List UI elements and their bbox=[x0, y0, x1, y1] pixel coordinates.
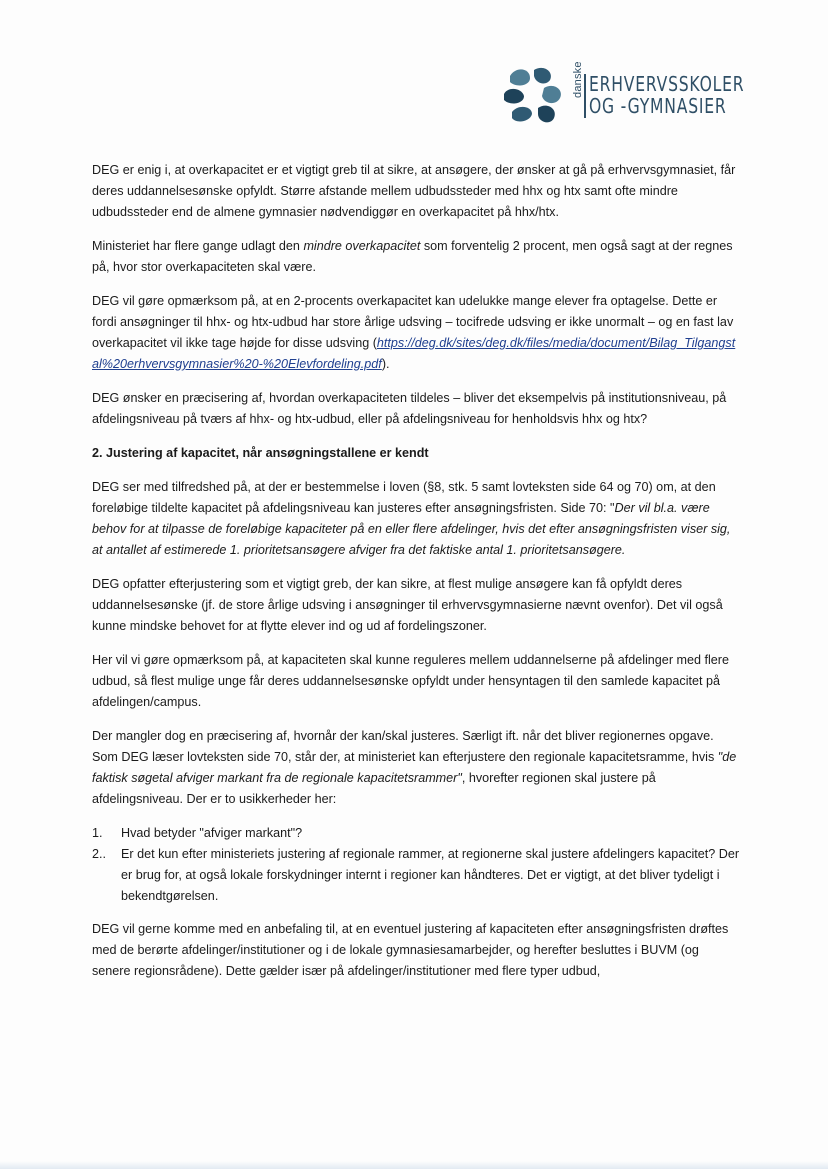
section-heading: 2. Justering af kapacitet, når ansøgningstallene er kendt bbox=[92, 446, 429, 460]
logo-mark-icon bbox=[500, 64, 572, 130]
paragraph-recommendation: DEG vil gerne komme med en anbefaling til, at en eventuel justering af kapaciteten efter ansøgningsfristen drøftes med de berørte afdelinger/institutioner og i de lokale gymnasiesamarbejder, og herefter besluttes i BUVM (og senere regionsrådene). Dette gælder især på afdelinger/institutioner med flere typer udbud, bbox=[92, 922, 729, 978]
logo-line-2: OG -GYMNASIER bbox=[589, 94, 727, 118]
logo-divider bbox=[584, 74, 586, 118]
logo-danske: danske bbox=[572, 61, 584, 98]
page-edge bbox=[0, 1161, 828, 1169]
paragraph-postadjustment: DEG opfatter efterjustering som et vigtigt greb, der kan sikre, at flest mulige ansøgere kan få opfyldt deres uddannelsesønske (jf. de store årlige udsving i ansøgninger til erhvervsgymnasierne nævnt ovenfor). Det vil også kunne mindske behovet for at flytte elever ind og ud af fordelingszoner. bbox=[92, 577, 723, 633]
deg-logo bbox=[500, 61, 750, 134]
paragraph-overcapacity-agree: DEG er enig i, at overkapacitet er et vigtigt greb til at sikre, at ansøgere, der ønsker at gå på erhvervsgymnasiet, får deres uddannelsesønske opfyldt. Større afstande mellem udbudssteder med hhx og htx samt ofte mindre udbudssteder end de almene gymnasier nødvendiggør en overkapacitet på hhx/htx. bbox=[92, 163, 736, 219]
paragraph-adjustment: DEG ser med tilfredshed på, at der er bestemmelse i loven (§8, stk. 5 samt lovteksten side 64 og 70) om, at den foreløbige tildelte kapacitet på afdelingsniveau kan justeres efter ansøgningsfristen. Side 70: "Der vil bl.a. være behov for at tilpasse de foreløbige kapaciteter på en eller flere afdelinger, hvis det efter ansøgningsfristen viser sig, at antallet af estimerede 1. prioritetsansøgere afviger fra det faktiske antal 1. prioritetsansøgere. bbox=[92, 480, 731, 557]
uncertainty-list bbox=[92, 823, 740, 907]
bilag-link[interactable]: https://deg.dk/sites/deg.dk/files/media/document/Bilag_Tilgangstal%20erhvervsgymnasier%20-%20Elevfordeling.pdf bbox=[92, 336, 736, 371]
paragraph-clarification: DEG ønsker en præcisering af, hvordan overkapaciteten tildeles – bliver det eksempelvis på institutionsniveau, på afdelingsniveau på tværs af hhx- og htx-udbud, eller på afdelingsniveau for henholdsvis hhx og htx? bbox=[92, 391, 727, 426]
paragraph-ministry-estimate: Ministeriet har flere gange udlagt den mindre overkapacitet som forventelig 2 procent, men også sagt at der regnes på, hvor stor overkapaciteten skal være. bbox=[92, 239, 733, 274]
list-item: 2.. Er det kun efter ministeriets justering af regionale rammer, at regionerne skal justere afdelingers kapacitet? Der er brug for, at også lokale forskydninger internt i regioner kan håndteres. Det er vigtigt, at det bliver tydeligt i bekendtgørelsen. bbox=[92, 847, 740, 903]
list-item: 1. Hvad betyder "afviger markant"? bbox=[92, 826, 303, 840]
paragraph-missing-clarification: Der mangler dog en præcisering af, hvornår der kan/skal justeres. Særligt ift. når det bliver regionernes opgave. Som DEG læser lovteksten side 70, står der, at ministeriet kan efterjustere den regionale kapacitetsramme, hvis "de faktisk søgetal afviger markant fra de regionale kapacitetsrammer", hvorefter regionen skal justere på afdelingsniveau. Der er to usikkerheder her: bbox=[92, 729, 737, 806]
logo-line-1: ERHVERVSSKOLER bbox=[589, 72, 745, 96]
document-body bbox=[92, 160, 740, 995]
paragraph-regulation: Her vil vi gøre opmærksom på, at kapaciteten skal kunne reguleres mellem uddannelserne på afdelinger med flere udbud, så flest mulige unge får deres uddannelsesønske opfyldt under hensyntagen til den samlede kapacitet på afdelingen/campus. bbox=[92, 653, 730, 709]
paragraph-two-percent: DEG vil gøre opmærksom på, at en 2-procents overkapacitet kan udelukke mange elever fra optagelse. Dette er fordi ansøgninger til hhx- og htx-udbud har store årlige udsving – tocifrede udsving er ikke unormalt – og en fast lav overkapacitet vil ikke tage højde for disse udsving (https://deg.dk/sites/deg.dk/files/media/document/Bilag_Tilgangstal%20erhvervsgymnasier%20-%20Elevfordeling.pdf). bbox=[92, 294, 736, 371]
